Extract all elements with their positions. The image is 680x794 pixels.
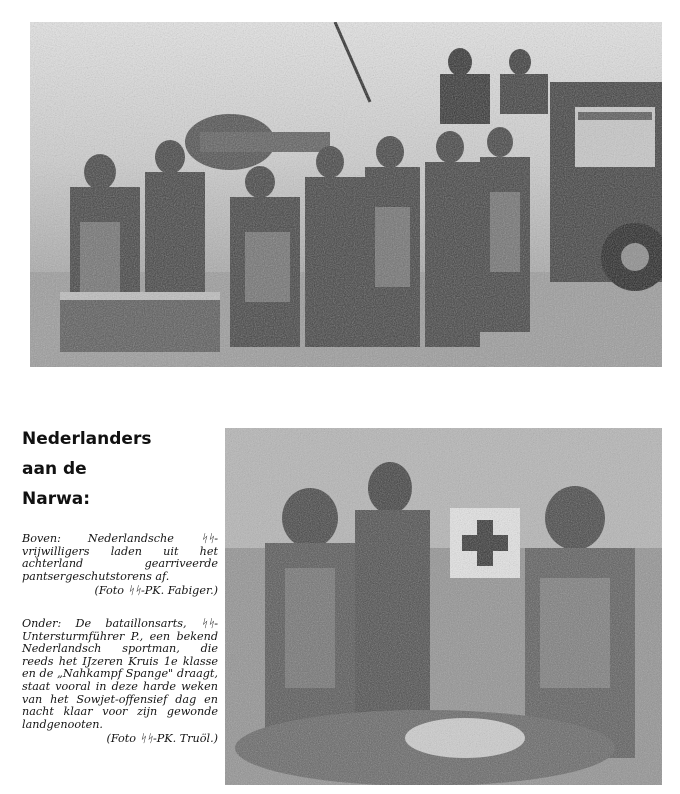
caption-bottom (22, 618, 218, 746)
caption-bottom-text: Onder: De bataillonsarts, ᛋᛋ-Untersturmführer P., een bekend Nederlandsch sportman, die reeds het IJzeren Kruis 1e klasse en de „Nahkampf Spange" draagt, staat vooral in deze harde weken van het Sowjet-offensief dag en nacht klaar voor zijn gewonde landgenooten. (22, 617, 218, 731)
caption-top-text: Boven: Nederlandsche ᛋᛋ-vrijwilligers laden uit het achterland gearriveerde pantsergeschutstorens af. (22, 532, 218, 583)
article-heading (22, 424, 217, 514)
photo-bottom-medic-with-wounded (225, 428, 662, 785)
photo-bottom-image (225, 428, 662, 785)
photo-top-image (30, 22, 662, 367)
heading-line-1: Nederlanders (22, 429, 152, 449)
heading-line-3: Narwa: (22, 489, 91, 509)
heading-line-2: aan de (22, 459, 87, 479)
caption-top (22, 533, 218, 598)
caption-bottom-credit: (Foto ᛋᛋ-PK. Truöl.) (106, 732, 218, 746)
photo-top-soldiers-unloading (30, 22, 662, 367)
caption-top-credit: (Foto ᛋᛋ-PK. Fabiger.) (94, 584, 218, 598)
